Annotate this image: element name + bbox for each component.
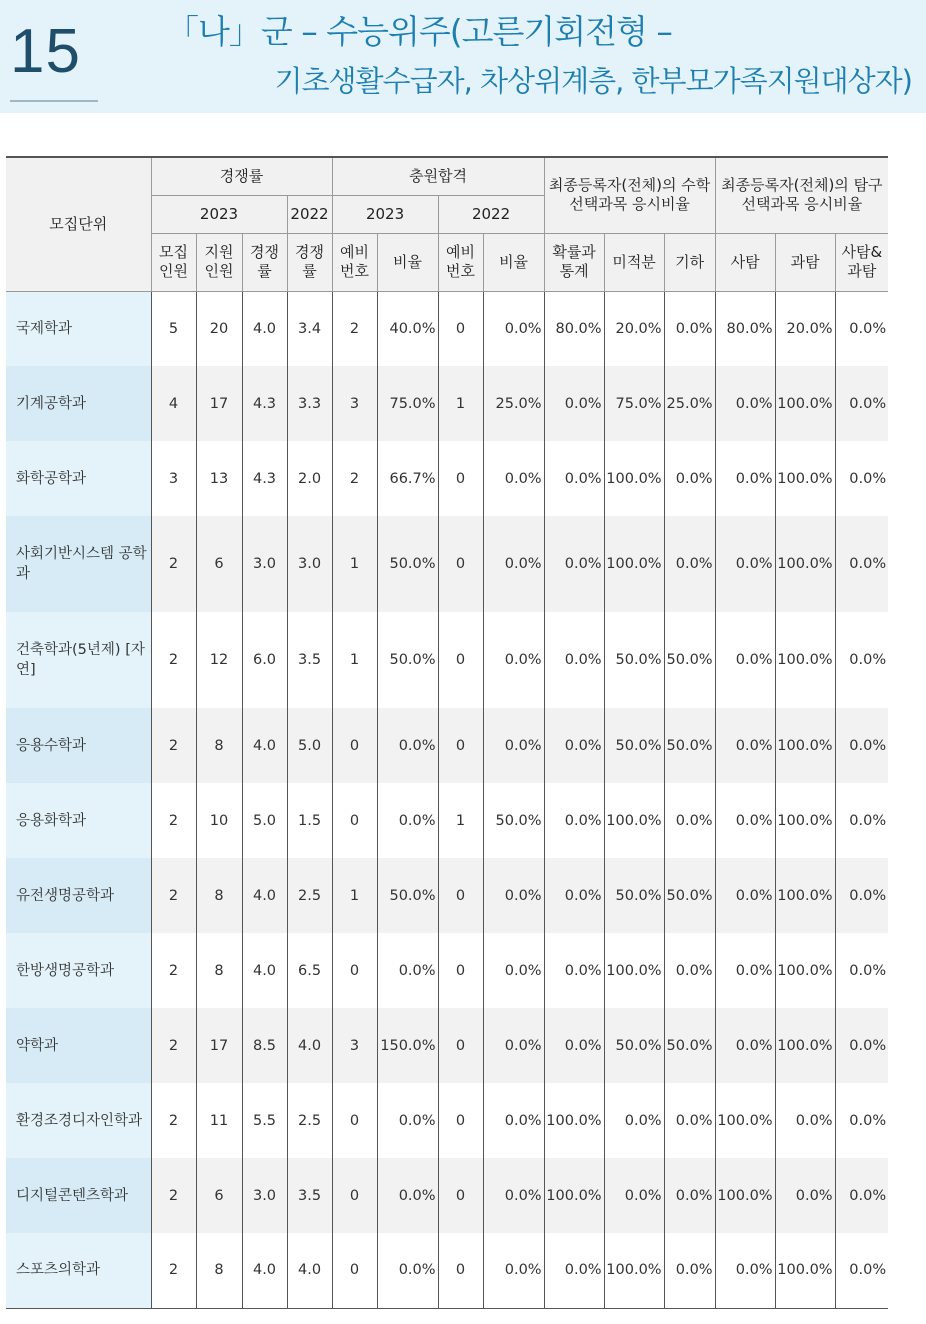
- header-applicants: 지원 인원: [196, 233, 242, 291]
- waitlist-ratio-2023-cell: 0.0%: [377, 1083, 438, 1158]
- recruit-cell: 2: [151, 1233, 196, 1308]
- header-social: 사탐: [715, 233, 775, 291]
- waitlist-no-2022-cell: 1: [438, 783, 483, 858]
- waitlist-ratio-2023-cell: 0.0%: [377, 783, 438, 858]
- rate-2023-cell: 4.3: [242, 366, 287, 441]
- science-ratio-cell: 0.0%: [775, 1158, 835, 1233]
- calculus-ratio-cell: 100.0%: [604, 516, 664, 612]
- calculus-ratio-cell: 75.0%: [604, 366, 664, 441]
- science-ratio-cell: 100.0%: [775, 366, 835, 441]
- header-waitlist-ratio-2022: 비율: [483, 233, 544, 291]
- waitlist-no-2022-cell: 0: [438, 612, 483, 708]
- waitlist-no-2023-cell: 0: [332, 1083, 377, 1158]
- science-ratio-cell: 100.0%: [775, 933, 835, 1008]
- rate-2023-cell: 4.0: [242, 291, 287, 366]
- rate-2022-cell: 2.5: [287, 858, 332, 933]
- page-title-line1: 「나」군 – 수능위주(고른기회전형 –: [166, 12, 672, 51]
- science-ratio-cell: 100.0%: [775, 708, 835, 783]
- recruit-cell: 2: [151, 1158, 196, 1233]
- geometry-ratio-cell: 50.0%: [664, 858, 715, 933]
- unit-cell: 사회기반시스템 공학과: [6, 516, 151, 612]
- waitlist-no-2023-cell: 0: [332, 783, 377, 858]
- applicants-cell: 6: [196, 516, 242, 612]
- stats-ratio-cell: 100.0%: [544, 1158, 604, 1233]
- social-ratio-cell: 0.0%: [715, 783, 775, 858]
- table-row: [6, 516, 888, 612]
- page-header: [0, 0, 926, 113]
- stats-ratio-cell: 0.0%: [544, 783, 604, 858]
- waitlist-ratio-2022-cell: 0.0%: [483, 612, 544, 708]
- applicants-cell: 6: [196, 1158, 242, 1233]
- mixed-ratio-cell: 0.0%: [835, 366, 888, 441]
- table-row: [6, 612, 888, 708]
- geometry-ratio-cell: 0.0%: [664, 783, 715, 858]
- waitlist-no-2022-cell: 0: [438, 933, 483, 1008]
- mixed-ratio-cell: 0.0%: [835, 783, 888, 858]
- rate-2023-cell: 4.0: [242, 933, 287, 1008]
- recruit-cell: 2: [151, 783, 196, 858]
- header-recruit: 모집 인원: [151, 233, 196, 291]
- mixed-ratio-cell: 0.0%: [835, 858, 888, 933]
- social-ratio-cell: 80.0%: [715, 291, 775, 366]
- rate-2022-cell: 5.0: [287, 708, 332, 783]
- rate-2022-cell: 2.5: [287, 1083, 332, 1158]
- waitlist-no-2022-cell: 0: [438, 1008, 483, 1083]
- recruit-cell: 2: [151, 933, 196, 1008]
- waitlist-no-2023-cell: 1: [332, 516, 377, 612]
- header-science: 과탐: [775, 233, 835, 291]
- waitlist-ratio-2022-cell: 0.0%: [483, 516, 544, 612]
- stats-ratio-cell: 0.0%: [544, 516, 604, 612]
- mixed-ratio-cell: 0.0%: [835, 1158, 888, 1233]
- recruit-cell: 2: [151, 1008, 196, 1083]
- waitlist-ratio-2023-cell: 150.0%: [377, 1008, 438, 1083]
- waitlist-no-2023-cell: 1: [332, 858, 377, 933]
- waitlist-ratio-2022-cell: 25.0%: [483, 366, 544, 441]
- recruit-cell: 2: [151, 516, 196, 612]
- applicants-cell: 20: [196, 291, 242, 366]
- waitlist-no-2022-cell: 0: [438, 291, 483, 366]
- table-row: [6, 708, 888, 783]
- waitlist-no-2023-cell: 0: [332, 1233, 377, 1308]
- header-calculus: 미적분: [604, 233, 664, 291]
- table-body: [6, 291, 888, 1308]
- rate-2023-cell: 3.0: [242, 1158, 287, 1233]
- waitlist-ratio-2023-cell: 40.0%: [377, 291, 438, 366]
- waitlist-no-2023-cell: 0: [332, 1158, 377, 1233]
- header-rate-2023: 경쟁 률: [242, 233, 287, 291]
- header-competition-2022: 2022: [287, 195, 332, 233]
- header-waitlist-no-2023: 예비 번호: [332, 233, 377, 291]
- unit-cell: 기계공학과: [6, 366, 151, 441]
- header-explore-ratio: 최종등록자(전체)의 탐구선택과목 응시비율: [715, 157, 888, 233]
- calculus-ratio-cell: 50.0%: [604, 612, 664, 708]
- recruit-cell: 2: [151, 612, 196, 708]
- waitlist-ratio-2022-cell: 0.0%: [483, 441, 544, 516]
- waitlist-no-2023-cell: 3: [332, 1008, 377, 1083]
- stats-ratio-cell: 0.0%: [544, 708, 604, 783]
- table-row: [6, 291, 888, 366]
- rate-2023-cell: 3.0: [242, 516, 287, 612]
- waitlist-no-2023-cell: 0: [332, 708, 377, 783]
- rate-2023-cell: 4.0: [242, 858, 287, 933]
- header-waitlist-no-2022: 예비 번호: [438, 233, 483, 291]
- page-number: 15: [10, 17, 81, 86]
- calculus-ratio-cell: 100.0%: [604, 441, 664, 516]
- unit-cell: 국제학과: [6, 291, 151, 366]
- social-ratio-cell: 0.0%: [715, 1233, 775, 1308]
- science-ratio-cell: 100.0%: [775, 858, 835, 933]
- mixed-ratio-cell: 0.0%: [835, 1008, 888, 1083]
- calculus-ratio-cell: 50.0%: [604, 708, 664, 783]
- stats-ratio-cell: 80.0%: [544, 291, 604, 366]
- rate-2022-cell: 3.5: [287, 1158, 332, 1233]
- science-ratio-cell: 100.0%: [775, 1008, 835, 1083]
- social-ratio-cell: 0.0%: [715, 441, 775, 516]
- stats-ratio-cell: 0.0%: [544, 612, 604, 708]
- waitlist-no-2022-cell: 0: [438, 1083, 483, 1158]
- rate-2023-cell: 8.5: [242, 1008, 287, 1083]
- mixed-ratio-cell: 0.0%: [835, 1083, 888, 1158]
- waitlist-no-2023-cell: 2: [332, 291, 377, 366]
- social-ratio-cell: 0.0%: [715, 1008, 775, 1083]
- waitlist-ratio-2022-cell: 0.0%: [483, 933, 544, 1008]
- waitlist-ratio-2023-cell: 75.0%: [377, 366, 438, 441]
- stats-ratio-cell: 100.0%: [544, 1083, 604, 1158]
- admission-results-table: [6, 156, 888, 1309]
- geometry-ratio-cell: 0.0%: [664, 441, 715, 516]
- social-ratio-cell: 0.0%: [715, 612, 775, 708]
- waitlist-no-2023-cell: 3: [332, 366, 377, 441]
- waitlist-ratio-2022-cell: 0.0%: [483, 708, 544, 783]
- mixed-ratio-cell: 0.0%: [835, 441, 888, 516]
- rate-2023-cell: 4.0: [242, 708, 287, 783]
- waitlist-ratio-2022-cell: 50.0%: [483, 783, 544, 858]
- rate-2023-cell: 5.0: [242, 783, 287, 858]
- rate-2022-cell: 4.0: [287, 1233, 332, 1308]
- rate-2023-cell: 5.5: [242, 1083, 287, 1158]
- applicants-cell: 12: [196, 612, 242, 708]
- waitlist-no-2022-cell: 0: [438, 1233, 483, 1308]
- rate-2022-cell: 4.0: [287, 1008, 332, 1083]
- science-ratio-cell: 100.0%: [775, 441, 835, 516]
- geometry-ratio-cell: 0.0%: [664, 1233, 715, 1308]
- waitlist-ratio-2023-cell: 50.0%: [377, 612, 438, 708]
- table-row: [6, 933, 888, 1008]
- recruit-cell: 2: [151, 1083, 196, 1158]
- recruit-cell: 2: [151, 858, 196, 933]
- applicants-cell: 17: [196, 366, 242, 441]
- table-row: [6, 1158, 888, 1233]
- header-waitlist-2023: 2023: [332, 195, 438, 233]
- social-ratio-cell: 0.0%: [715, 516, 775, 612]
- table-row: [6, 1083, 888, 1158]
- header-waitlist-2022: 2022: [438, 195, 544, 233]
- calculus-ratio-cell: 0.0%: [604, 1083, 664, 1158]
- mixed-ratio-cell: 0.0%: [835, 291, 888, 366]
- applicants-cell: 17: [196, 1008, 242, 1083]
- geometry-ratio-cell: 50.0%: [664, 1008, 715, 1083]
- table-row: [6, 783, 888, 858]
- waitlist-ratio-2022-cell: 0.0%: [483, 1008, 544, 1083]
- geometry-ratio-cell: 50.0%: [664, 612, 715, 708]
- unit-cell: 건축학과(5년제) [자연]: [6, 612, 151, 708]
- waitlist-ratio-2023-cell: 0.0%: [377, 708, 438, 783]
- calculus-ratio-cell: 100.0%: [604, 1233, 664, 1308]
- stats-ratio-cell: 0.0%: [544, 933, 604, 1008]
- header-competition-2023: 2023: [151, 195, 287, 233]
- mixed-ratio-cell: 0.0%: [835, 516, 888, 612]
- recruit-cell: 4: [151, 366, 196, 441]
- social-ratio-cell: 0.0%: [715, 933, 775, 1008]
- waitlist-ratio-2023-cell: 0.0%: [377, 1233, 438, 1308]
- unit-cell: 환경조경디자인학과: [6, 1083, 151, 1158]
- social-ratio-cell: 0.0%: [715, 708, 775, 783]
- social-ratio-cell: 0.0%: [715, 858, 775, 933]
- page-title-line2: 기초생활수급자, 차상위계층, 한부모가족지원대상자): [274, 64, 912, 98]
- waitlist-no-2022-cell: 0: [438, 1158, 483, 1233]
- waitlist-no-2022-cell: 0: [438, 441, 483, 516]
- recruit-cell: 2: [151, 708, 196, 783]
- geometry-ratio-cell: 0.0%: [664, 1083, 715, 1158]
- header-waitlist: 충원합격: [332, 157, 544, 195]
- waitlist-ratio-2023-cell: 50.0%: [377, 858, 438, 933]
- applicants-cell: 8: [196, 933, 242, 1008]
- waitlist-ratio-2023-cell: 50.0%: [377, 516, 438, 612]
- social-ratio-cell: 100.0%: [715, 1083, 775, 1158]
- header-stats: 확률과 통계: [544, 233, 604, 291]
- science-ratio-cell: 100.0%: [775, 783, 835, 858]
- waitlist-no-2023-cell: 1: [332, 612, 377, 708]
- calculus-ratio-cell: 50.0%: [604, 1008, 664, 1083]
- stats-ratio-cell: 0.0%: [544, 858, 604, 933]
- applicants-cell: 8: [196, 1233, 242, 1308]
- rate-2022-cell: 3.5: [287, 612, 332, 708]
- unit-cell: 응용수학과: [6, 708, 151, 783]
- waitlist-no-2023-cell: 0: [332, 933, 377, 1008]
- table-row: [6, 1008, 888, 1083]
- geometry-ratio-cell: 25.0%: [664, 366, 715, 441]
- calculus-ratio-cell: 100.0%: [604, 933, 664, 1008]
- mixed-ratio-cell: 0.0%: [835, 708, 888, 783]
- stats-ratio-cell: 0.0%: [544, 1008, 604, 1083]
- unit-cell: 화학공학과: [6, 441, 151, 516]
- table-row: [6, 1233, 888, 1308]
- waitlist-ratio-2022-cell: 0.0%: [483, 291, 544, 366]
- waitlist-ratio-2022-cell: 0.0%: [483, 1233, 544, 1308]
- rate-2022-cell: 2.0: [287, 441, 332, 516]
- recruit-cell: 3: [151, 441, 196, 516]
- calculus-ratio-cell: 20.0%: [604, 291, 664, 366]
- geometry-ratio-cell: 0.0%: [664, 1158, 715, 1233]
- applicants-cell: 13: [196, 441, 242, 516]
- rate-2022-cell: 3.3: [287, 366, 332, 441]
- rate-2023-cell: 6.0: [242, 612, 287, 708]
- waitlist-ratio-2022-cell: 0.0%: [483, 1158, 544, 1233]
- waitlist-no-2022-cell: 0: [438, 516, 483, 612]
- calculus-ratio-cell: 50.0%: [604, 858, 664, 933]
- waitlist-ratio-2023-cell: 0.0%: [377, 1158, 438, 1233]
- stats-ratio-cell: 0.0%: [544, 1233, 604, 1308]
- waitlist-no-2022-cell: 0: [438, 708, 483, 783]
- mixed-ratio-cell: 0.0%: [835, 612, 888, 708]
- geometry-ratio-cell: 0.0%: [664, 516, 715, 612]
- geometry-ratio-cell: 0.0%: [664, 933, 715, 1008]
- waitlist-no-2023-cell: 2: [332, 441, 377, 516]
- unit-cell: 디지털콘텐츠학과: [6, 1158, 151, 1233]
- unit-cell: 약학과: [6, 1008, 151, 1083]
- social-ratio-cell: 0.0%: [715, 366, 775, 441]
- unit-cell: 응용화학과: [6, 783, 151, 858]
- mixed-ratio-cell: 0.0%: [835, 1233, 888, 1308]
- header-unit: 모집단위: [6, 157, 151, 291]
- waitlist-no-2022-cell: 0: [438, 858, 483, 933]
- unit-cell: 유전생명공학과: [6, 858, 151, 933]
- social-ratio-cell: 100.0%: [715, 1158, 775, 1233]
- waitlist-ratio-2023-cell: 0.0%: [377, 933, 438, 1008]
- applicants-cell: 10: [196, 783, 242, 858]
- rate-2022-cell: 6.5: [287, 933, 332, 1008]
- science-ratio-cell: 100.0%: [775, 516, 835, 612]
- waitlist-ratio-2022-cell: 0.0%: [483, 858, 544, 933]
- unit-cell: 한방생명공학과: [6, 933, 151, 1008]
- header-rate-2022: 경쟁 률: [287, 233, 332, 291]
- geometry-ratio-cell: 50.0%: [664, 708, 715, 783]
- applicants-cell: 11: [196, 1083, 242, 1158]
- mixed-ratio-cell: 0.0%: [835, 933, 888, 1008]
- applicants-cell: 8: [196, 858, 242, 933]
- rate-2022-cell: 3.4: [287, 291, 332, 366]
- table-row: [6, 366, 888, 441]
- rate-2022-cell: 3.0: [287, 516, 332, 612]
- geometry-ratio-cell: 0.0%: [664, 291, 715, 366]
- science-ratio-cell: 0.0%: [775, 1083, 835, 1158]
- stats-ratio-cell: 0.0%: [544, 366, 604, 441]
- header-math-ratio: 최종등록자(전체)의 수학선택과목 응시비율: [544, 157, 715, 233]
- rate-2022-cell: 1.5: [287, 783, 332, 858]
- applicants-cell: 8: [196, 708, 242, 783]
- science-ratio-cell: 100.0%: [775, 1233, 835, 1308]
- header-geometry: 기하: [664, 233, 715, 291]
- table-row: [6, 858, 888, 933]
- waitlist-ratio-2022-cell: 0.0%: [483, 1083, 544, 1158]
- science-ratio-cell: 100.0%: [775, 612, 835, 708]
- science-ratio-cell: 20.0%: [775, 291, 835, 366]
- header-mixed: 사탐& 과탐: [835, 233, 888, 291]
- waitlist-ratio-2023-cell: 66.7%: [377, 441, 438, 516]
- calculus-ratio-cell: 100.0%: [604, 783, 664, 858]
- stats-ratio-cell: 0.0%: [544, 441, 604, 516]
- calculus-ratio-cell: 0.0%: [604, 1158, 664, 1233]
- waitlist-no-2022-cell: 1: [438, 366, 483, 441]
- recruit-cell: 5: [151, 291, 196, 366]
- unit-cell: 스포츠의학과: [6, 1233, 151, 1308]
- rate-2023-cell: 4.3: [242, 441, 287, 516]
- table-row: [6, 441, 888, 516]
- page-number-underline: [10, 100, 98, 102]
- rate-2023-cell: 4.0: [242, 1233, 287, 1308]
- header-competition: 경쟁률: [151, 157, 332, 195]
- header-waitlist-ratio-2023: 비율: [377, 233, 438, 291]
